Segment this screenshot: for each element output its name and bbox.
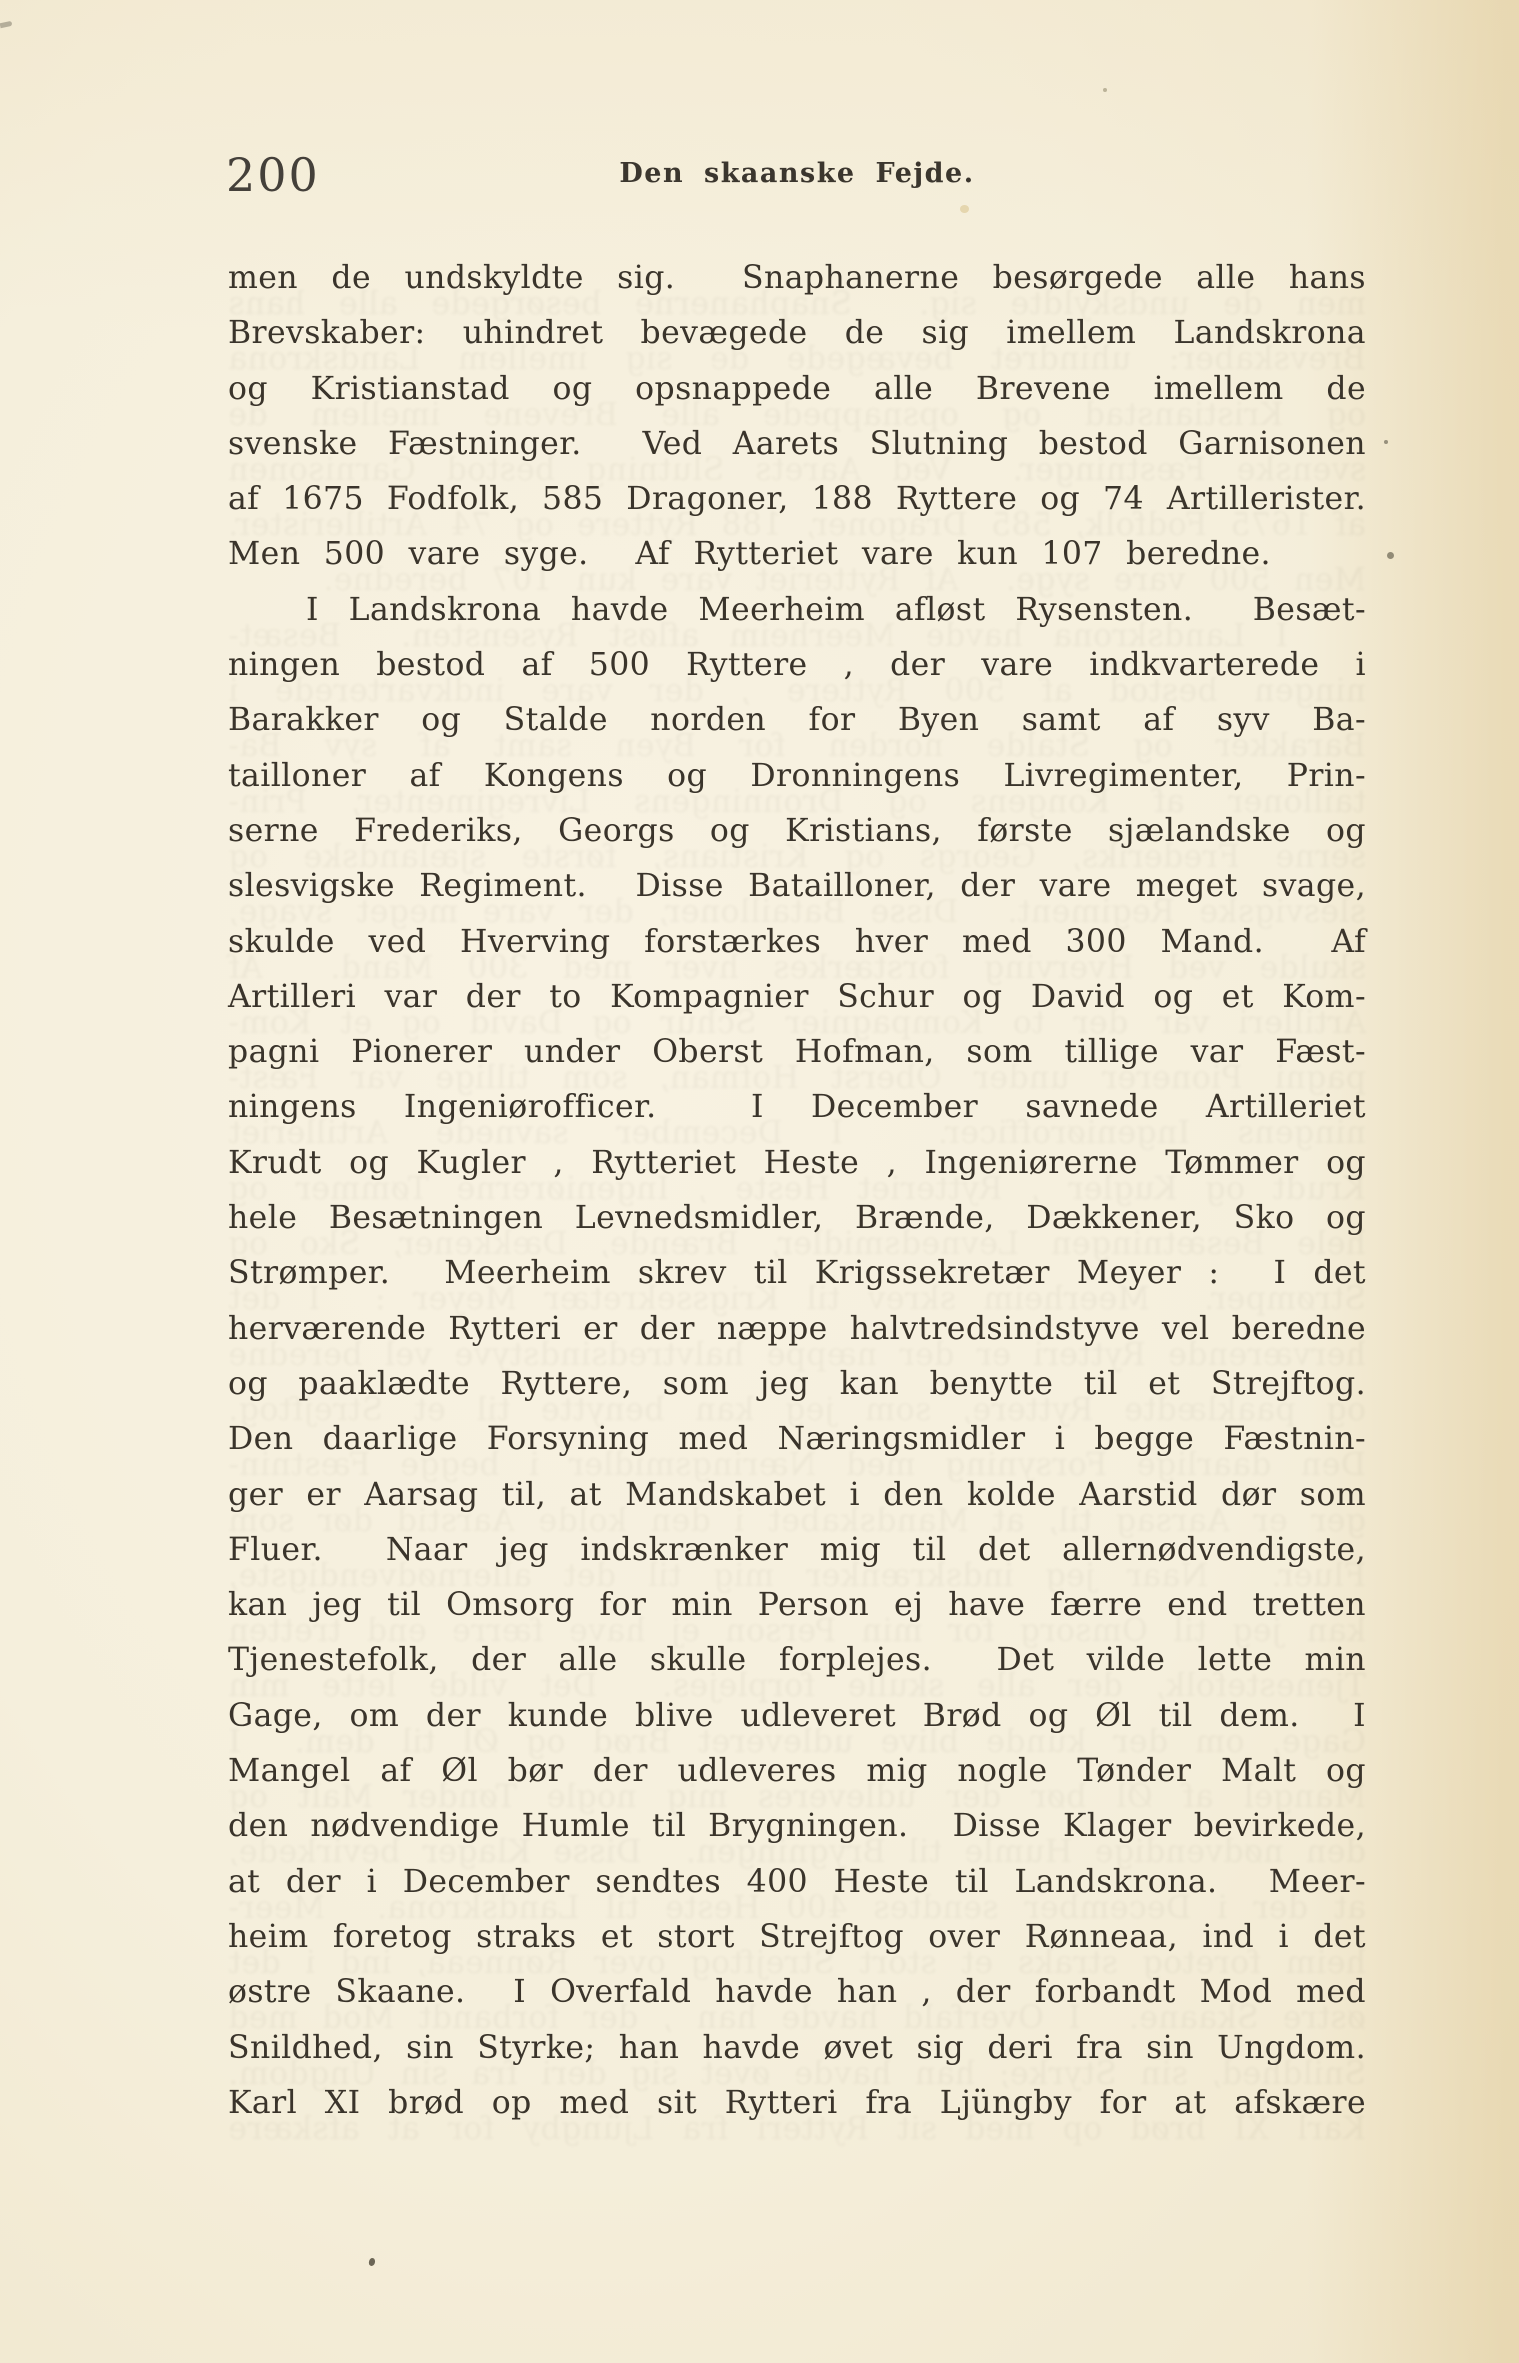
showthrough-line: ningens Ingeniørofficer. I December savnede Artilleriet (228, 1115, 1366, 1152)
text-line: kan jeg til Omsorg for min Person ej have færre end tretten (228, 1587, 1366, 1624)
text-line: pagni Pionerer under Oberst Hofman, som tillige var Fæst- (228, 1034, 1366, 1071)
text-line: slesvigske Regiment. Disse Batailloner, der vare meget svage, (228, 868, 1366, 905)
text-line: hele Besætningen Levnedsmidler, Brænde, Dækkener, Sko og (228, 1200, 1366, 1237)
text-line: Krudt og Kugler , Rytteriet Heste , Ingeniørerne Tømmer og (228, 1144, 1366, 1181)
showthrough-line: ningen bestod af 500 Ryttere , der vare indkvarterede i (228, 673, 1366, 710)
text-line: Tjenestefolk, der alle skulle forplejes. Det vilde lette min (228, 1642, 1366, 1679)
text-line: Gage, om der kunde blive udleveret Brød og Øl til dem. I (228, 1697, 1366, 1734)
showthrough-line: og Kristianstad og opsnappede alle Brevene imellem de (228, 396, 1366, 433)
text-line: Strømper. Meerheim skrev til Krigssekretær Meyer : I det (228, 1255, 1366, 1292)
showthrough-line: ger er Aarsag til, at Mandskabet i den kolde Aarstid dør som (228, 1502, 1366, 1539)
showthrough-line: Fluer. Naar jeg indskrænker mig til det allernødvendigste, (228, 1557, 1366, 1594)
showthrough-line: Brevskaber: uhindret bevægede de sig imellem Landskrona (228, 341, 1366, 378)
text-line: Karl XI brød op med sit Rytteri fra Ljüngby for at afskære (228, 2084, 1366, 2121)
showthrough-line: slesvigske Regiment. Disse Batailloner, der vare meget svage, (228, 894, 1366, 931)
showthrough-line: hele Besætningen Levnedsmidler, Brænde, Dækkener, Sko og (228, 1226, 1366, 1263)
showthrough-line: tailloner af Kongens og Dronningens Livregimenter, Prin- (228, 783, 1366, 820)
text-line: østre Skaane. I Overfald havde han , der forbandt Mod med (228, 1974, 1366, 2011)
showthrough-line: østre Skaane. I Overfald havde han , der forbandt Mod med (228, 2000, 1366, 2037)
text-line: Brevskaber: uhindret bevægede de sig imellem Landskrona (228, 315, 1366, 352)
text-line: ningens Ingeniørofficer. I December savnede Artilleriet (228, 1089, 1366, 1126)
text-line: Den daarlige Forsyning med Næringsmidler i begge Fæstnin- (228, 1421, 1366, 1458)
showthrough-line: kan jeg til Omsorg for min Person ej have færre end tretten (228, 1613, 1366, 1650)
text-line: heim foretog straks et stort Strejftog over Rønneaa, ind i det (228, 1918, 1366, 1955)
showthrough-line: og paaklædte Ryttere, som jeg kan benytte til et Strejftog. (228, 1391, 1366, 1428)
text-line: svenske Fæstninger. Ved Aarets Slutning bestod Garnisonen (228, 425, 1366, 462)
showthrough-line: Barakker og Stalde norden for Byen samt af syv Ba- (228, 728, 1366, 765)
showthrough-line: Tjenestefolk, der alle skulle forplejes. Det vilde lette min (228, 1668, 1366, 1705)
showthrough-line: Strømper. Meerheim skrev til Krigssekretær Meyer : I det (228, 1281, 1366, 1318)
text-line: ningen bestod af 500 Ryttere , der vare indkvarterede i (228, 647, 1366, 684)
paper-speck (368, 2257, 376, 2266)
showthrough-line: serne Frederiks, Georgs og Kristians, første sjælandske og (228, 838, 1366, 875)
showthrough-line: Mangel af Øl bør der udleveres mig nogle Tønder Malt og (228, 1779, 1366, 1816)
text-block (228, 251, 1366, 2131)
scan-corner-mark (0, 21, 12, 28)
text-line: skulde ved Hverving forstærkes hver med 300 Mand. Af (228, 923, 1366, 960)
running-title: Den skaanske Fejde. (619, 158, 975, 189)
text-line: Barakker og Stalde norden for Byen samt af syv Ba- (228, 702, 1366, 739)
showthrough-line: Gage, om der kunde blive udleveret Brød og Øl til dem. I (228, 1723, 1366, 1760)
showthrough-line: Snildhed, sin Styrke; han havde øvet sig deri fra sin Ungdom. (228, 2055, 1366, 2092)
showthrough-line: Artilleri var der to Kompagnier Schur og David og et Kom- (228, 1004, 1366, 1041)
showthrough-line: Men 500 vare syge. Af Rytteriet vare kun 107 beredne. (323, 562, 1366, 599)
text-line: at der i December sendtes 400 Heste til Landskrona. Meer- (228, 1863, 1366, 1900)
showthrough-line: pagni Pionerer under Oberst Hofman, som tillige var Fæst- (228, 1060, 1366, 1097)
text-line: og Kristianstad og opsnappede alle Brevene imellem de (228, 370, 1366, 407)
page-number: 200 (226, 148, 320, 202)
showthrough-line: at der i December sendtes 400 Heste til Landskrona. Meer- (228, 1889, 1366, 1926)
text-line: Artilleri var der to Kompagnier Schur og David og et Kom- (228, 978, 1366, 1015)
text-line: Fluer. Naar jeg indskrænker mig til det allernødvendigste, (228, 1531, 1366, 1568)
showthrough-line: skulde ved Hverving forstærkes hver med 300 Mand. Af (228, 949, 1366, 986)
paper-speck (1387, 552, 1394, 559)
showthrough-line: Den daarlige Forsyning med Næringsmidler i begge Fæstnin- (228, 1447, 1366, 1484)
showthrough-line: I Landskrona havde Meerheim afløst Rysensten. Besæt- (228, 617, 1288, 654)
text-line: tailloner af Kongens og Dronningens Livregimenter, Prin- (228, 757, 1366, 794)
text-line: herværende Rytteri er der næppe halvtredsindstyve vel beredne (228, 1310, 1366, 1347)
text-line: af 1675 Fodfolk, 585 Dragoner, 188 Ryttere og 74 Artillerister. (228, 481, 1366, 518)
text-line: Men 500 vare syge. Af Rytteriet vare kun 107 beredne. (228, 536, 1271, 573)
showthrough-line: heim foretog straks et stort Strejftog over Rønneaa, ind i det (228, 1944, 1366, 1981)
text-line: ger er Aarsag til, at Mandskabet i den kolde Aarstid dør som (228, 1476, 1366, 1513)
text-line: Mangel af Øl bør der udleveres mig nogle Tønder Malt og (228, 1753, 1366, 1790)
text-line: men de undskyldte sig. Snaphanerne besørgede alle hans (228, 260, 1366, 296)
showthrough-line: men de undskyldte sig. Snaphanerne besørgede alle hans (228, 286, 1366, 322)
text-line: og paaklædte Ryttere, som jeg kan benytte til et Strejftog. (228, 1365, 1366, 1402)
showthrough-line: af 1675 Fodfolk, 585 Dragoner, 188 Ryttere og 74 Artillerister. (228, 507, 1366, 544)
text-line: I Landskrona havde Meerheim afløst Rysensten. Besæt- (306, 591, 1366, 628)
paper-speck (1384, 440, 1388, 444)
paper-speck (1103, 88, 1107, 92)
showthrough-line: den nødvendige Humle til Brygningen. Disse Klager bevirkede, (228, 1834, 1366, 1871)
text-line: Snildhed, sin Styrke; han havde øvet sig deri fra sin Ungdom. (228, 2029, 1366, 2066)
text-line: serne Frederiks, Georgs og Kristians, første sjælandske og (228, 812, 1366, 849)
showthrough-line: Karl XI brød op med sit Rytteri fra Ljüngby for at afskære (228, 2110, 1366, 2147)
showthrough-line: svenske Fæstninger. Ved Aarets Slutning bestod Garnisonen (228, 451, 1366, 488)
showthrough-line: herværende Rytteri er der næppe halvtredsindstyve vel beredne (228, 1336, 1366, 1373)
paper-speck (960, 205, 969, 213)
text-line: den nødvendige Humle til Brygningen. Disse Klager bevirkede, (228, 1808, 1366, 1845)
showthrough-line: Krudt og Kugler , Rytteriet Heste , Ingeniørerne Tømmer og (228, 1170, 1366, 1207)
